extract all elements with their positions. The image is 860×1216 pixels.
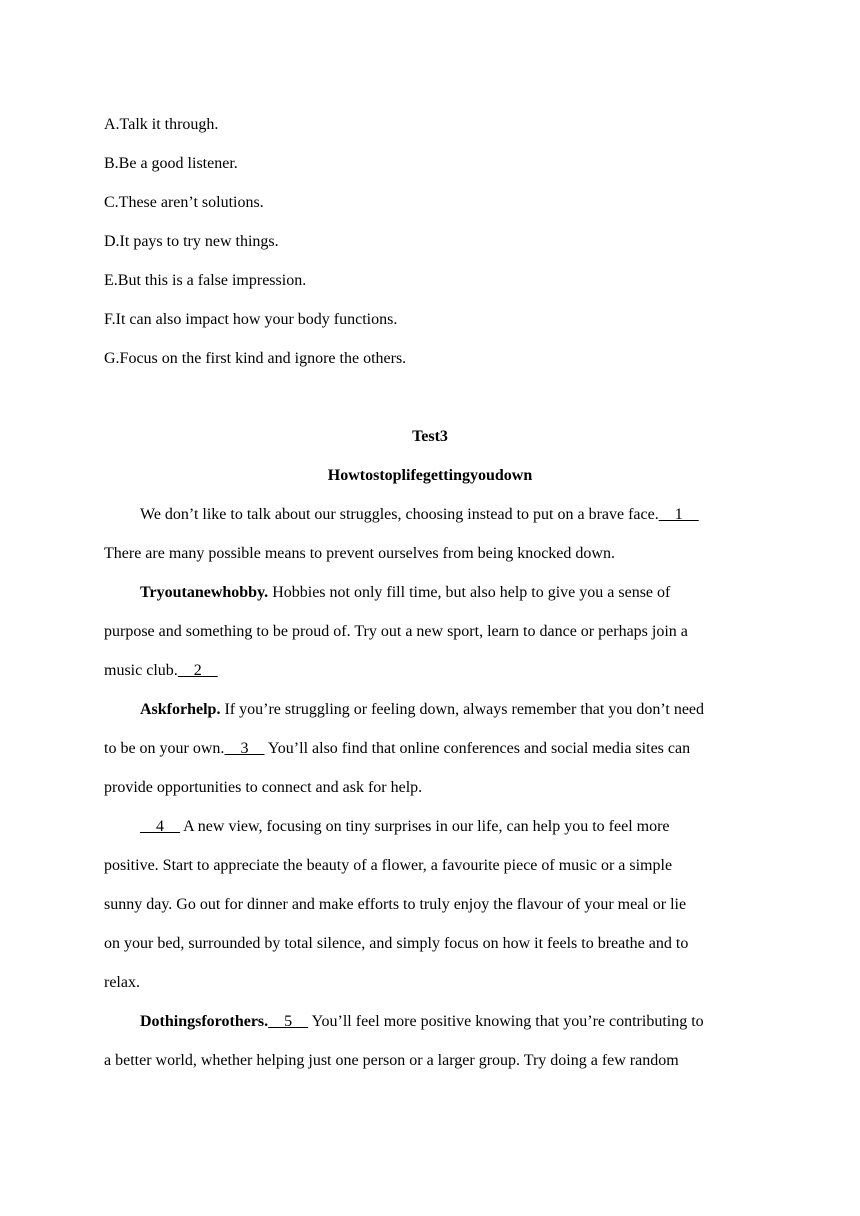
paragraph-5-line-2: a better world, whether helping just one person or a larger group. Try doing a few random — [104, 1052, 679, 1069]
text-run: music club. — [104, 662, 178, 679]
text-run: A new view, focusing on tiny surprises in our life, can help you to feel more — [180, 818, 670, 835]
paragraph-5-line-1 — [140, 1012, 704, 1032]
text-run: If you’re struggling or feeling down, always remember that you don’t need — [220, 701, 705, 718]
blank-1: 1 — [658, 506, 699, 523]
paragraph-3-line-2 — [104, 739, 690, 759]
text-run: Hobbies not only fill time, but also help to give you a sense of — [268, 584, 671, 601]
paragraph-2-line-2: purpose and something to be proud of. Try out a new sport, learn to dance or perhaps join a — [104, 623, 688, 640]
option-c: C.These aren’t solutions. — [104, 194, 264, 211]
paragraph-2-line-1 — [140, 583, 670, 603]
blank-4: 4 — [140, 818, 180, 835]
test-label: Test3 — [412, 428, 448, 445]
option-f: F.It can also impact how your body functions. — [104, 311, 398, 328]
blank-2: 2 — [177, 662, 218, 679]
paragraph-3-line-1 — [140, 700, 704, 720]
option-g: G.Focus on the first kind and ignore the others. — [104, 350, 407, 367]
paragraph-heading: Tryoutanewhobby. — [140, 584, 269, 601]
option-a: A.Talk it through. — [104, 116, 219, 133]
text-run: We don’t like to talk about our struggles, choosing instead to put on a brave face. — [140, 506, 659, 523]
paragraph-3-line-3: provide opportunities to connect and ask for help. — [104, 779, 423, 796]
paragraph-4-line-4: on your bed, surrounded by total silence, and simply focus on how it feels to breathe and to — [104, 935, 689, 952]
paragraph-1-line-2: There are many possible means to prevent ourselves from being knocked down. — [104, 545, 615, 562]
paragraph-4-line-5: relax. — [104, 974, 140, 991]
paragraph-4-line-3: sunny day. Go out for dinner and make efforts to truly enjoy the flavour of your meal or lie — [104, 896, 687, 913]
passage-title: Howtostoplifegettingyoudown — [327, 467, 533, 484]
text-run: to be on your own. — [104, 740, 225, 757]
paragraph-2-line-3 — [104, 661, 218, 681]
option-e: E.But this is a false impression. — [104, 272, 307, 289]
paragraph-heading: Dothingsforothers. — [140, 1013, 269, 1030]
text-run: You’ll feel more positive knowing that you’re contributing to — [308, 1013, 704, 1030]
option-d: D.It pays to try new things. — [104, 233, 279, 250]
blank-5: 5 — [268, 1013, 309, 1030]
paragraph-4-line-2: positive. Start to appreciate the beauty of a flower, a favourite piece of music or a simple — [104, 857, 673, 874]
option-b: B.Be a good listener. — [104, 155, 238, 172]
paragraph-1-line-1 — [140, 505, 699, 525]
paragraph-heading: Askforhelp. — [140, 701, 221, 718]
blank-3: 3 — [224, 740, 265, 757]
paragraph-4-line-1 — [140, 817, 670, 837]
text-run: You’ll also find that online conferences and social media sites can — [264, 740, 691, 757]
